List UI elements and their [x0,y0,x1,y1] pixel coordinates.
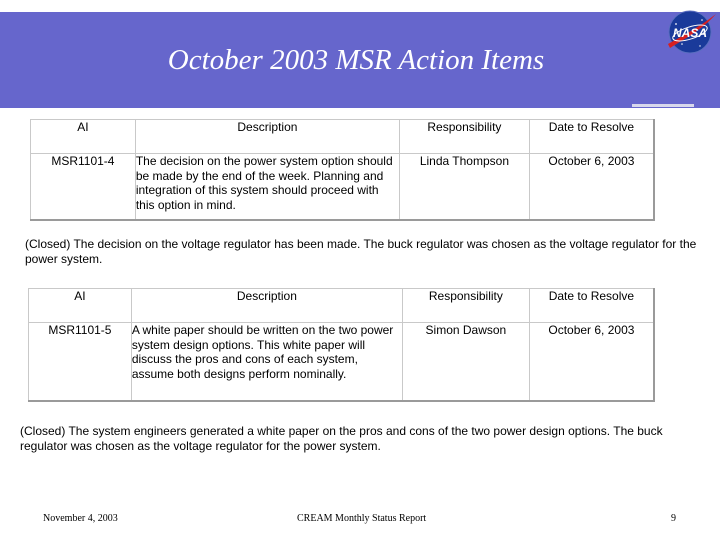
svg-text:NASA: NASA [672,26,708,40]
header-ai: AI [31,120,136,154]
closure-note-1: (Closed) The decision on the voltage regulator has been made. The buck regulator was chosen as the voltage regulator for the power system. [25,237,697,266]
header-date-to-resolve: Date to Resolve [529,120,654,154]
slide-title: October 2003 MSR Action Items [167,44,545,76]
date-cell: October 6, 2003 [529,323,654,401]
footer-date: November 4, 2003 [43,513,118,524]
ai-id-cell: MSR1101-4 [31,154,136,220]
header-description: Description [131,289,402,323]
action-item-table-1 [30,119,655,221]
footer-report-name: CREAM Monthly Status Report [297,513,427,524]
table-header-row [29,289,655,323]
action-item-table-2 [28,288,655,402]
table-row [29,323,655,401]
date-cell: October 6, 2003 [529,154,654,220]
closure-note-2: (Closed) The system engineers generated a white paper on the pros and cons of the two power design options. The buck regulator was chosen as the voltage regulator for the power system. [20,424,663,453]
footer-page-number: 9 [671,513,676,524]
ai-id-cell: MSR1101-5 [29,323,132,401]
responsibility-cell: Simon Dawson [402,323,529,401]
table-header-row [31,120,655,154]
header-ai: AI [29,289,132,323]
description-cell: The decision on the power system option should be made by the end of the week. Planning and integration of this system should proceed with this option in mind. [135,154,399,220]
banner-accent-line [632,104,694,107]
header-date-to-resolve: Date to Resolve [529,289,654,323]
header-responsibility: Responsibility [402,289,529,323]
header-responsibility: Responsibility [400,120,530,154]
description-cell: A white paper should be written on the two power system design options. This white paper will discuss the pros and cons of each system, assume both designs perform nominally. [131,323,402,401]
nasa-logo-icon [664,6,718,56]
table-row [31,154,655,220]
responsibility-cell: Linda Thompson [400,154,530,220]
header-description: Description [135,120,399,154]
